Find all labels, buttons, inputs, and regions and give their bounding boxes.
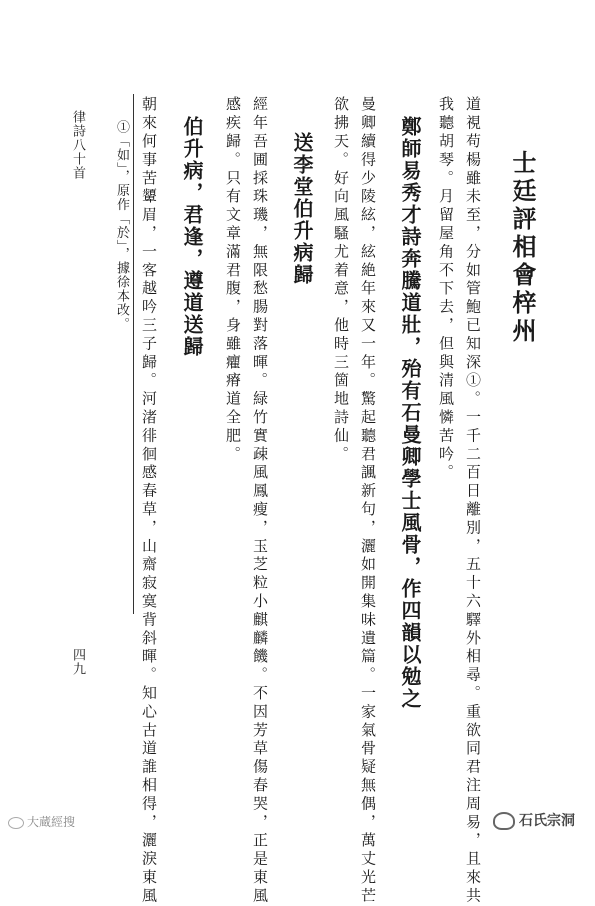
section-heading-4: 伯升病，君逢，遵道送歸	[180, 116, 204, 358]
poem4-line-1: 朝來何事苦顰眉，一客越吟三子歸。河渚徘徊感春草，山齋寂寞背斜暉。知心古道誰相得，灑淚東風	[140, 96, 158, 906]
seal-logo-icon	[8, 817, 24, 829]
poem2-line-2: 欲拂天。好向風騷尤着意，他時三箇地詩仙。	[332, 96, 350, 464]
section-heading-2: 鄭師易秀才詩奔騰道壯，殆有石曼卿學士風骨，作四韻以勉之	[398, 116, 422, 710]
running-head: 律詩八十首	[70, 110, 85, 180]
watermark-left	[8, 813, 75, 830]
watermark-right	[493, 810, 575, 830]
poem-title: 士廷評相會梓州	[508, 150, 537, 346]
poem3-line-1: 經年吾圃採珠璣，無限愁腸對落暉。緑竹實疎風鳳瘦，玉芝粒小麒麟饑。不因芳草傷春哭，正是東風	[251, 96, 269, 906]
section-heading-3: 送李堂伯升病歸	[290, 132, 314, 286]
poem1-line-2: 我聽胡琴。月留屋角不下去，但與清風憐苦吟。	[437, 96, 455, 483]
poem1-line-1: 道視苟楊雖未至，分如管鮑已知深①。一千二百日離別，五十六驛外相尋。重欲同君注周易，且來共	[464, 96, 482, 906]
watermark-right-text: 石氏宗洞	[519, 813, 575, 829]
wechat-logo-icon	[493, 812, 515, 830]
poem3-line-2: 感疾歸。只有文章滿君腹，身雖癯瘠道全肥。	[224, 96, 242, 464]
footnote: ①「如」，原作「於」，據徐本改。	[114, 120, 129, 331]
page-number: 四九	[70, 648, 85, 676]
watermark-left-text: 大蔵經搜	[27, 815, 76, 829]
poem2-line-1: 曼卿續得少陵絃，絃絶年來又一年。驚起聽君諷新句，灑如開集味遺篇。一家氣骨疑無偶，萬丈光芒	[359, 96, 377, 906]
footnote-rule	[133, 94, 134, 614]
